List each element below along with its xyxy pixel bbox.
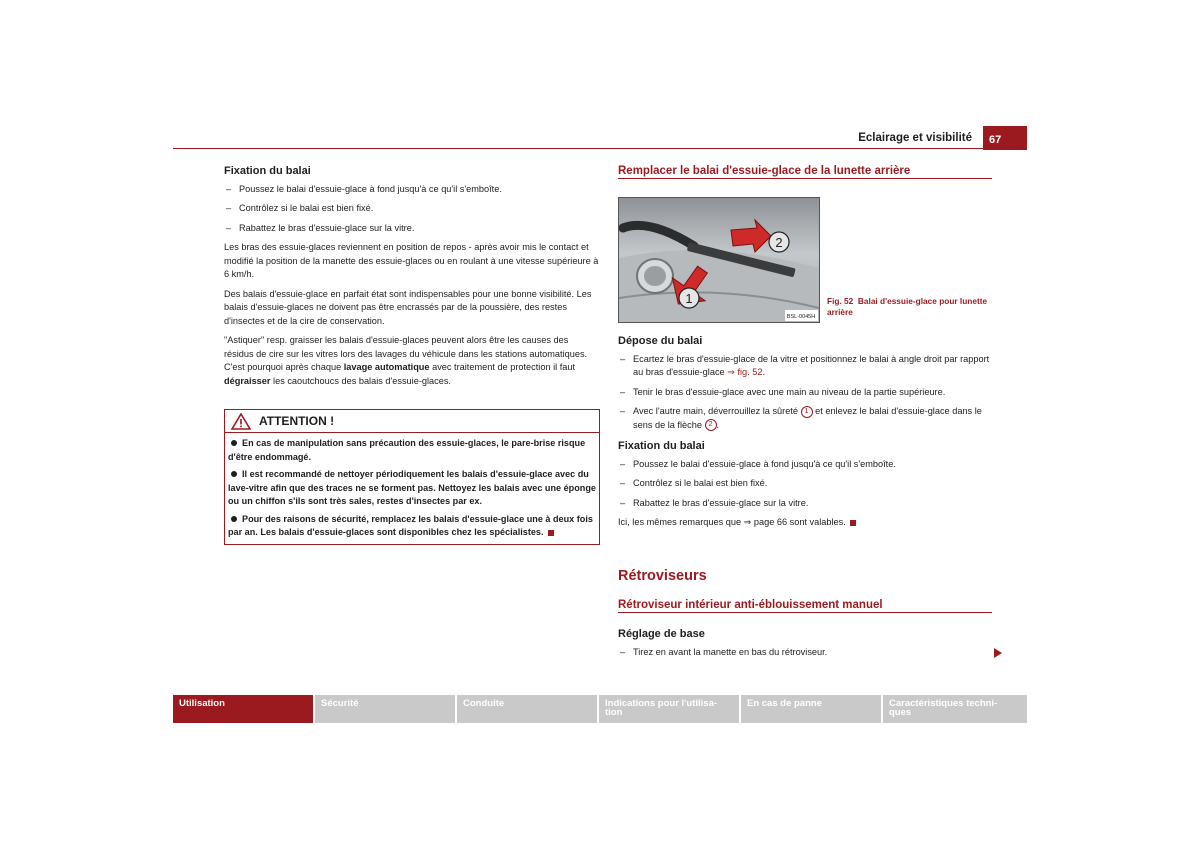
fixation-heading-right: Fixation du balai [618, 440, 705, 452]
tab-en-cas-de-panne[interactable]: En cas de panne [741, 695, 881, 723]
paragraph-rest-position: Les bras des essuie-glaces reviennent en position de repos - après avoir mis le contact et modifié la position de la manette des essuie-glaces ou en roulant à une vitesse supérieure à 6 km/h. [224, 242, 599, 279]
tab-securite[interactable]: Sécurité [315, 695, 455, 723]
bullet-icon [231, 471, 237, 477]
figure-callout-2: 2 [775, 235, 783, 250]
attention-body [225, 433, 599, 544]
attention-item: Il est recommandé de nettoyer périodiquement les balais d'essuie-glace avec du lave-vitre afin que des traces ne se forment pas. Nettoyez les balais avec une éponge ou un chiffon s'ils sont très sales, restes d'insectes par ex. [228, 469, 596, 506]
list-item: – Contrôlez si le balai est bien fixé. [618, 477, 994, 491]
next-page-arrow-icon[interactable] [994, 648, 1002, 658]
tab-indications[interactable]: Indications pour l'utilisa- tion [599, 695, 739, 723]
figure-reference-link[interactable]: ⇒ fig. 52 [727, 367, 763, 377]
rear-wiper-illustration [619, 198, 819, 322]
depose-steps [618, 353, 994, 433]
left-column [224, 165, 600, 394]
chapter-nav [173, 695, 1027, 723]
list-item: – Poussez le balai d'essuie-glace à fond jusqu'à ce qu'il s'emboîte. [618, 458, 994, 472]
header-rule [173, 148, 1027, 149]
list-item: – Rabattez le bras d'essuie-glace sur la vitre. [224, 222, 600, 236]
bullet-icon [231, 440, 237, 446]
list-item: – Poussez le balai d'essuie-glace à fond jusqu'à ce qu'il s'emboîte. [224, 183, 600, 197]
paragraph-good-condition: Des balais d'essuie-glace en parfait état sont indispensables pour une bonne visibilité. Les balais d'essuie-glaces ne doivent pas être encrassés par de la poussière, des restes d'insectes et de la cire de conservation. [224, 288, 592, 326]
figure-code: BSL-0045H [786, 314, 816, 320]
list-item: – Tirez en avant la manette en bas du rétroviseur. [618, 646, 994, 660]
callout-1-icon: 1 [801, 406, 813, 418]
page-number: 67 [983, 126, 1027, 150]
list-item: – Contrôlez si le balai est bien fixé. [224, 202, 600, 216]
paragraph-wax: "Astiquer" resp. graisser les balais d'essuie-glaces peuvent alors être les causes des résidus de cire sur les vitres lors des lavages du véhicule dans les stations automatiques. C'est pourquoi après chaque lavage automatique avec traitement de protection il faut dégraisser les caoutchoucs des balais d'essuie-glaces. [224, 335, 588, 386]
fixation-steps [224, 183, 600, 236]
attention-label: ATTENTION ! [259, 414, 335, 428]
attention-item: En cas de manipulation sans précaution des essuie-glaces, le pare-brise risque d'être endommagé. [228, 438, 586, 462]
attention-item: Pour des raisons de sécurité, remplacez les balais d'essuie-glace une à deux fois par an. Les balais d'essuie-glaces sont disponibles chez les spécialistes. [228, 513, 593, 537]
reglage-steps [618, 646, 994, 660]
figure-callout-1: 1 [685, 291, 693, 306]
chapter-title: Eclairage et visibilité [858, 132, 972, 144]
list-item: – Avec l'autre main, déverrouillez la sûreté 1 et enlevez le balai d'essuie-glace dans le sens de la flèche 2 . [618, 405, 994, 432]
figure-52 [618, 197, 820, 323]
section-title-rear-wiper: Remplacer le balai d'essuie-glace de la lunette arrière [618, 165, 992, 179]
attention-box [224, 409, 600, 545]
tab-conduite[interactable]: Conduite [457, 695, 597, 723]
note-same-remarks: Ici, les mêmes remarques que ⇒ page 66 sont valables. [618, 516, 994, 530]
attention-header [225, 410, 599, 433]
end-marker-icon [548, 530, 554, 536]
list-item: – Rabattez le bras d'essuie-glace sur la vitre. [618, 497, 994, 511]
reglage-block [618, 628, 994, 665]
end-marker-icon [850, 520, 856, 526]
depose-heading: Dépose du balai [618, 335, 703, 347]
tab-utilisation[interactable]: Utilisation [173, 695, 313, 723]
fixation-steps-right [618, 458, 994, 511]
retroviseurs-heading: Rétroviseurs [618, 568, 707, 584]
figure-caption: Fig. 52 Balai d'essuie-glace pour lunette arrière [827, 296, 988, 317]
reglage-heading: Réglage de base [618, 628, 705, 640]
list-item: – Ecartez le bras d'essuie-glace de la vitre et positionnez le balai à angle droit par rapport au bras d'essuie-glace ⇒ fig. 52. [618, 353, 994, 380]
right-column [618, 335, 994, 536]
section-title-mirror: Rétroviseur intérieur anti-éblouissement manuel [618, 599, 992, 613]
tab-caracteristiques[interactable]: Caractéristiques techni- ques [883, 695, 1027, 723]
list-item: – Tenir le bras d'essuie-glace avec une main au niveau de la partie supérieure. [618, 386, 994, 400]
fixation-heading: Fixation du balai [224, 165, 311, 177]
bullet-icon [231, 516, 237, 522]
warning-icon [231, 413, 251, 430]
callout-2-icon: 2 [705, 419, 717, 431]
